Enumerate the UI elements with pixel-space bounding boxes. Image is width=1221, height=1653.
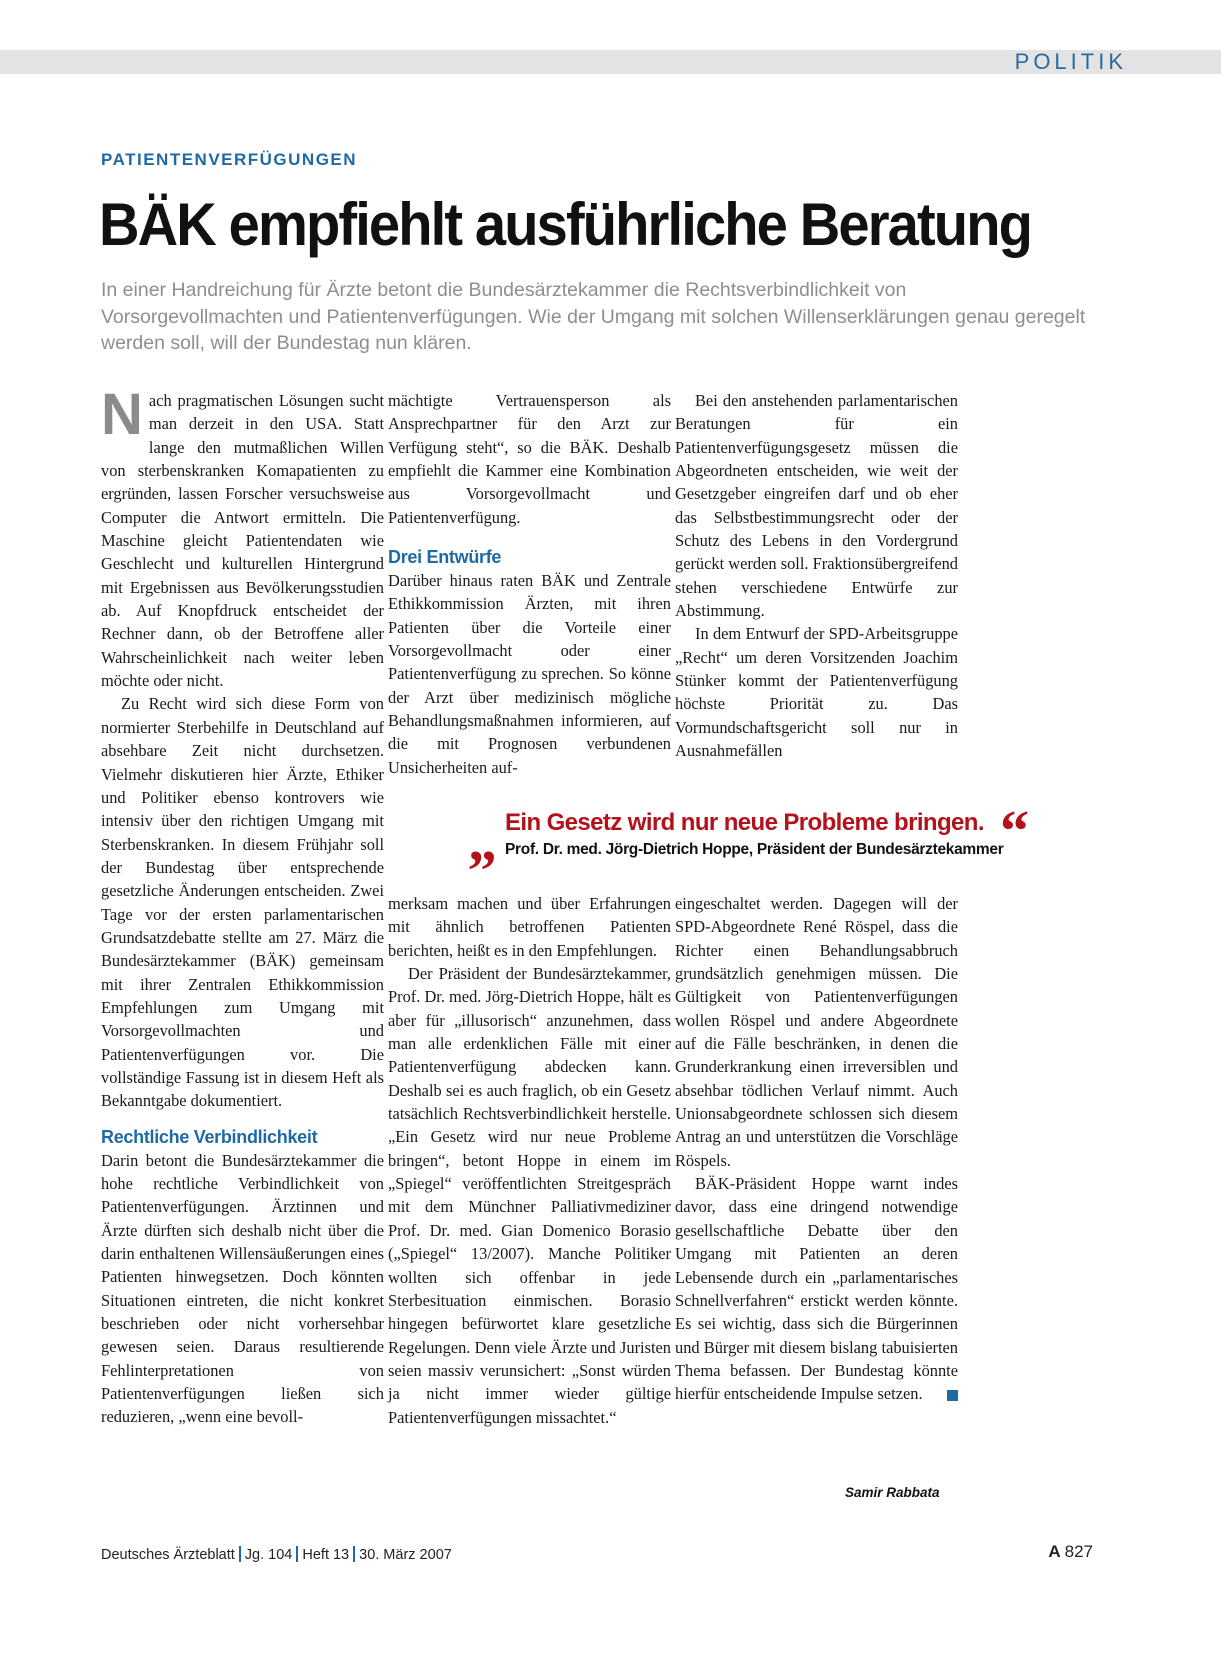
- body-paragraph: Der Präsident der Bundesärztekammer, Prof. Dr. med. Jörg-Dietrich Hoppe, hält es aber für „illusorisch“ anzunehmen, dass man alle erdenklichen Fälle mit einer Patientenverfügung abdecken kann. Deshalb sei es auch fraglich, ob ein Gesetz tatsächlich Rechtsverbindlichkeit herstelle. „Ein Gesetz wird nur neue Probleme bringen“, betont Hoppe in einem im „Spiegel“ veröffentlichten Streitgespräch mit dem Münchner Palliativmediziner Prof. Dr. med. Gian Domenico Borasio („Spiegel“ 13/2007). Manche Politiker wollten sich offenbar in jede Sterbesituation einmischen. Borasio hingegen befürwortet klare gesetzliche Regelungen. Denn viele Ärzte und Juristen seien massiv verunsichert: „Sonst würden ja nicht immer wieder gültige Patientenverfügungen missachtet.“: [388, 964, 671, 1427]
- volume: Jg. 104: [244, 1547, 293, 1563]
- body-paragraph: Darüber hinaus raten BÄK und Zentrale Ethikkommission Ärzten, mit ihren Patienten über die Vorteile einer Vorsorgevollmacht oder einer Patientenverfügung zu sprechen. So könne der Arzt über medizinisch mögliche Behandlungsmaßnahmen informieren, auf die mit Prognosen verbundenen Unsicherheiten auf-: [388, 571, 671, 777]
- author-byline: Samir Rabbata: [845, 1485, 940, 1500]
- publication-name: Deutsches Ärzteblatt: [101, 1547, 235, 1563]
- body-paragraph: eingeschaltet werden. Dagegen will der SPD-Abgeordnete René Röspel, dass die Richter einen Behandlungsabbruch grundsätzlich genehmigen müssen. Die Gültigkeit von Patientenverfügungen wollen Röspel und andere Abgeordnete auf die Fälle beschränken, in denen die Grunderkrankung einen irreversiblen und absehbar tödlichen Verlauf nimmt. Auch Unionsabgeordnete schlossen sich diesem Antrag an und unterstützen die Vorschläge Röspels.: [675, 894, 958, 1170]
- body-paragraph: Zu Recht wird sich diese Form von normierter Sterbehilfe in Deutschland auf absehbare Zeit nicht durchsetzen. Vielmehr diskutieren hier Ärzte, Ethiker und Politiker ebenso kontrovers wie intensiv über den richtigen Umgang mit Sterbenskranken. In diesem Frühjahr soll der Bundestag über entsprechende gesetzliche Änderungen entscheiden. Zwei Tage vor der ersten parlamentarischen Grundsatzdebatte stellte am 27. März die Bundesärztekammer (BÄK) gemeinsam mit ihrer Zentralen Ethikkommission Empfehlungen zum Umgang mit Vorsorgevollmachten und Patientenverfügungen vor. Die vollständige Fassung ist in diesem Heft als Bekanntgabe dokumentiert.: [101, 694, 384, 1111]
- pull-quote: [468, 798, 1068, 886]
- pull-quote-attribution: Prof. Dr. med. Jörg-Dietrich Hoppe, Präsident der Bundesärztekammer: [505, 841, 1004, 858]
- article-column-3-bottom: [675, 892, 958, 1406]
- page-prefix: A: [1048, 1542, 1061, 1561]
- pull-quote-text: Ein Gesetz wird nur neue Probleme bringen.: [505, 809, 984, 836]
- issue: Heft 13: [302, 1547, 350, 1563]
- article-lead: In einer Handreichung für Ärzte betont die Bundesärztekammer die Rechtsverbindlichkeit von Vorsorgevollmachten und Patientenverfügungen. Wie der Umgang mit solchen Willenserklärungen genau geregelt werden soll, will der Bundestag nun klären.: [101, 279, 1086, 354]
- page-footer: [101, 1546, 452, 1563]
- footer-divider: [353, 1546, 355, 1562]
- quote-open-mark: „: [468, 808, 497, 873]
- section-label: POLITIK: [1014, 49, 1127, 74]
- subheading: Drei Entwürfe: [388, 547, 502, 568]
- body-paragraph: merksam machen und über Erfahrungen mit ähnlich betroffenen Patienten berichten, heißt es in den Empfehlungen.: [388, 894, 671, 960]
- issue-date: 30. März 2007: [359, 1547, 452, 1563]
- footer-divider: [239, 1546, 241, 1562]
- body-paragraph: [101, 382, 384, 692]
- article-column-2-bottom: [388, 892, 671, 1429]
- body-paragraph: In dem Entwurf der SPD-Arbeitsgruppe „Recht“ um deren Vorsitzenden Joachim Stünker kommt der Patientenverfügung höchste Priorität zu. Das Vormundschaftsgericht soll nur in Ausnahmefällen: [675, 624, 958, 761]
- body-paragraph: [675, 1172, 958, 1405]
- body-paragraph: Bei den anstehenden parlamentarischen Beratungen für ein Patientenverfügungsgesetz müssen die Abgeordneten entscheiden, wie weit der Gesetzgeber eingreifen darf und ob eher das Selbstbestimmungsrecht oder der Schutz des Lebens in den Vordergrund gerückt werden soll. Fraktionsübergreifend stehen verschiedene Entwürfe zur Abstimmung.: [675, 391, 958, 621]
- end-of-article-mark: [947, 1390, 958, 1401]
- body-paragraph: Darin betont die Bundesärztekammer die hohe rechtliche Verbindlichkeit von Patientenverfügungen. Ärztinnen und Ärzte dürften sich deshalb nicht über die darin enthaltenen Willensäußerungen eines Patienten hinwegsetzen. Doch könnten Situationen eintreten, die nicht konkret beschrieben oder nicht vorhersehbar gewesen seien. Daraus resultierende Fehlinterpretationen von Patientenverfügungen ließen sich reduzieren, „wenn eine bevoll-: [101, 1150, 384, 1427]
- subheading: Rechtliche Verbindlichkeit: [101, 1126, 318, 1147]
- footer-divider: [296, 1546, 298, 1562]
- article-column-2-top: [388, 389, 671, 779]
- paragraph-text: BÄK-Präsident Hoppe warnt indes davor, dass eine dringend notwendige gesellschaftliche Debatte über den Umgang mit Patienten an deren Lebensende durch ein „parlamentarisches Schnellverfahren“ erstickt werden könnte. Es sei wichtig, dass sich die Bürgerinnen und Bürger mit diesem bislang tabuisierten Thema befassen. Der Bundestag könnte hierfür entscheidende Impulse setzen.: [675, 1174, 958, 1404]
- article-headline: BÄK empfiehlt ausführliche Beratung: [99, 191, 1032, 258]
- drop-cap: N: [101, 382, 143, 447]
- page-number-value: 827: [1064, 1542, 1093, 1561]
- page-number: [1048, 1542, 1093, 1562]
- article-kicker: PATIENTENVERFÜGUNGEN: [101, 150, 358, 169]
- body-paragraph: mächtigte Vertrauensperson als Ansprechpartner für den Arzt zur Verfügung steht“, so die BÄK. Deshalb empfiehlt die Kammer eine Kombination aus Vorsorgevollmacht und Patientenverfügung.: [388, 391, 671, 527]
- article-column-1: [101, 382, 384, 1429]
- paragraph-text: ach pragmatischen Lösungen sucht man derzeit in den USA. Statt lange den mutmaßlichen Willen von sterbenskranken Komapatienten zu ergründen, lassen Forscher versuchsweise Computer die Antwort ermitteln. Die Maschine gleicht Patientendaten wie Geschlecht und kulturellen Hintergrund mit Ergebnissen aus Bevölkerungsstudien ab. Auf Knopfdruck entscheidet der Rechner dann, ob der Betroffene aller Wahrscheinlichkeit nach weiter leben möchte oder nicht.: [101, 391, 384, 691]
- quote-close-mark: “: [1000, 798, 1029, 863]
- article-column-3-top: [675, 389, 958, 763]
